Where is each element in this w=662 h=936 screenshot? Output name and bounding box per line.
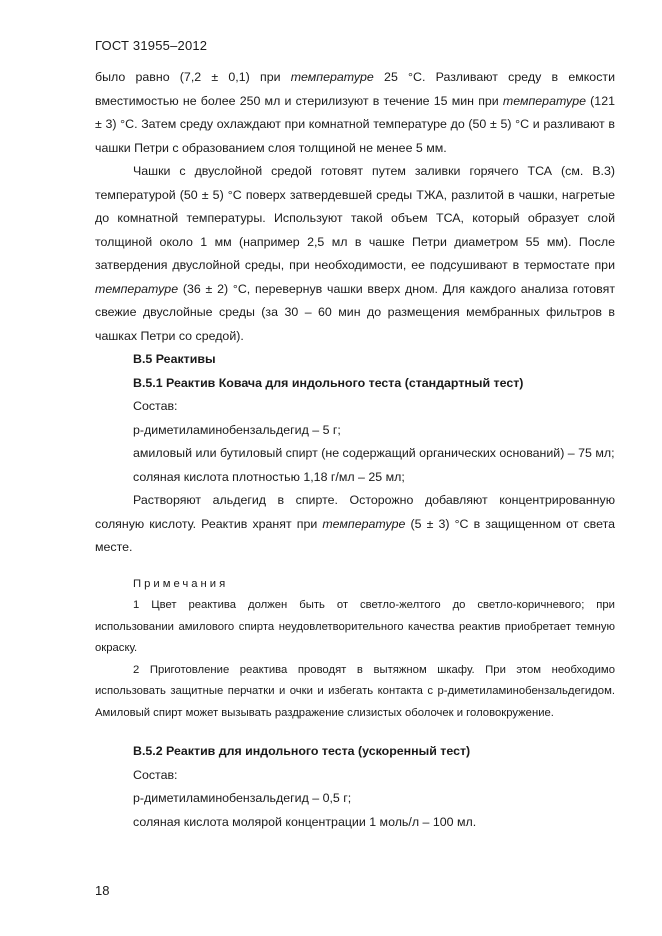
note-item: 2 Приготовление реактива проводят в вытяжном шкафу. При этом необходимо использовать защитные перчатки и очки и избегать контакта с р-диметиламинобензальдегидом. Амиловый спирт может вызывать раздражение слизистых оболочек и головокружение.: [95, 663, 615, 719]
composition-item: амиловый или бутиловый спирт (не содержащий органических оснований) – 75 мл;: [133, 446, 615, 460]
composition-item: р-диметиламинобензальдегид – 5 г;: [133, 422, 341, 437]
composition-label: Состав:: [133, 767, 178, 782]
paragraph-sterilization: было равно (7,2 ± 0,1) при температуре 25 °С. Разливают среду в емкости вместимостью не более 250 мл и стерилизуют в течение 15 мин при температуре (121 ± 3) °С. Затем среду охлаждают при комнатной температуре до (50 ± 5) °С и разливают в чашки Петри с образованием слоя толщиной не менее 5 мм.: [95, 70, 615, 155]
composition-label: Состав:: [133, 399, 178, 413]
composition-item: соляная кислота плотностью 1,18 г/мл – 25 мл;: [133, 469, 405, 484]
paragraph-kovac-instructions: Растворяют альдегид в спирте. Осторожно добавляют концентрированную соляную кислоту. Реактив хранят при температуре (5 ± 3) °С в защищенном от света месте.: [95, 493, 615, 554]
page-number: 18: [95, 883, 110, 898]
section-heading-b5: В.5 Реактивы: [133, 352, 216, 366]
paragraph-double-layer: Чашки с двуслойной средой готовят путем заливки горячего ТСА (см. В.3) температурой (50 ± 5) °С поверх затвердевшей среды ТЖА, разлитой в чашки, нагретые до комнатной температуры. Используют такой объем ТСА, который образует слой толщиной около 1 мм (например 2,5 мл в чашке Петри диаметром 55 мм). После затвердения двуслойной среды, при необходимости, ее подсушивают в термостате при температуре (36 ± 2) °С, перевернув чашки вверх дном. Для каждого анализа готовят свежие двуслойные среды (за 30 – 60 мин до размещения мембранных фильтров в чашках Петри со средой).: [95, 164, 615, 343]
document-header: ГОСТ 31955–2012: [95, 38, 208, 53]
section-heading-b51: В.5.1 Реактив Ковача для индольного теста (стандартный тест): [133, 375, 524, 390]
document-body: [95, 66, 615, 834]
note-item: 1 Цвет реактива должен быть от светло-желтого до светло-коричневого; при использовании амилового спирта неудовлетворительного качества реактив приобретает темную окраску.: [95, 599, 615, 654]
section-heading-b52: В.5.2 Реактив для индольного теста (ускоренный тест): [133, 744, 471, 758]
notes-title: Примечания: [133, 577, 229, 590]
composition-item: р-диметиламинобензальдегид – 0,5 г;: [133, 791, 352, 805]
composition-item: соляная кислота молярой концентрации 1 моль/л – 100 мл.: [133, 814, 477, 829]
